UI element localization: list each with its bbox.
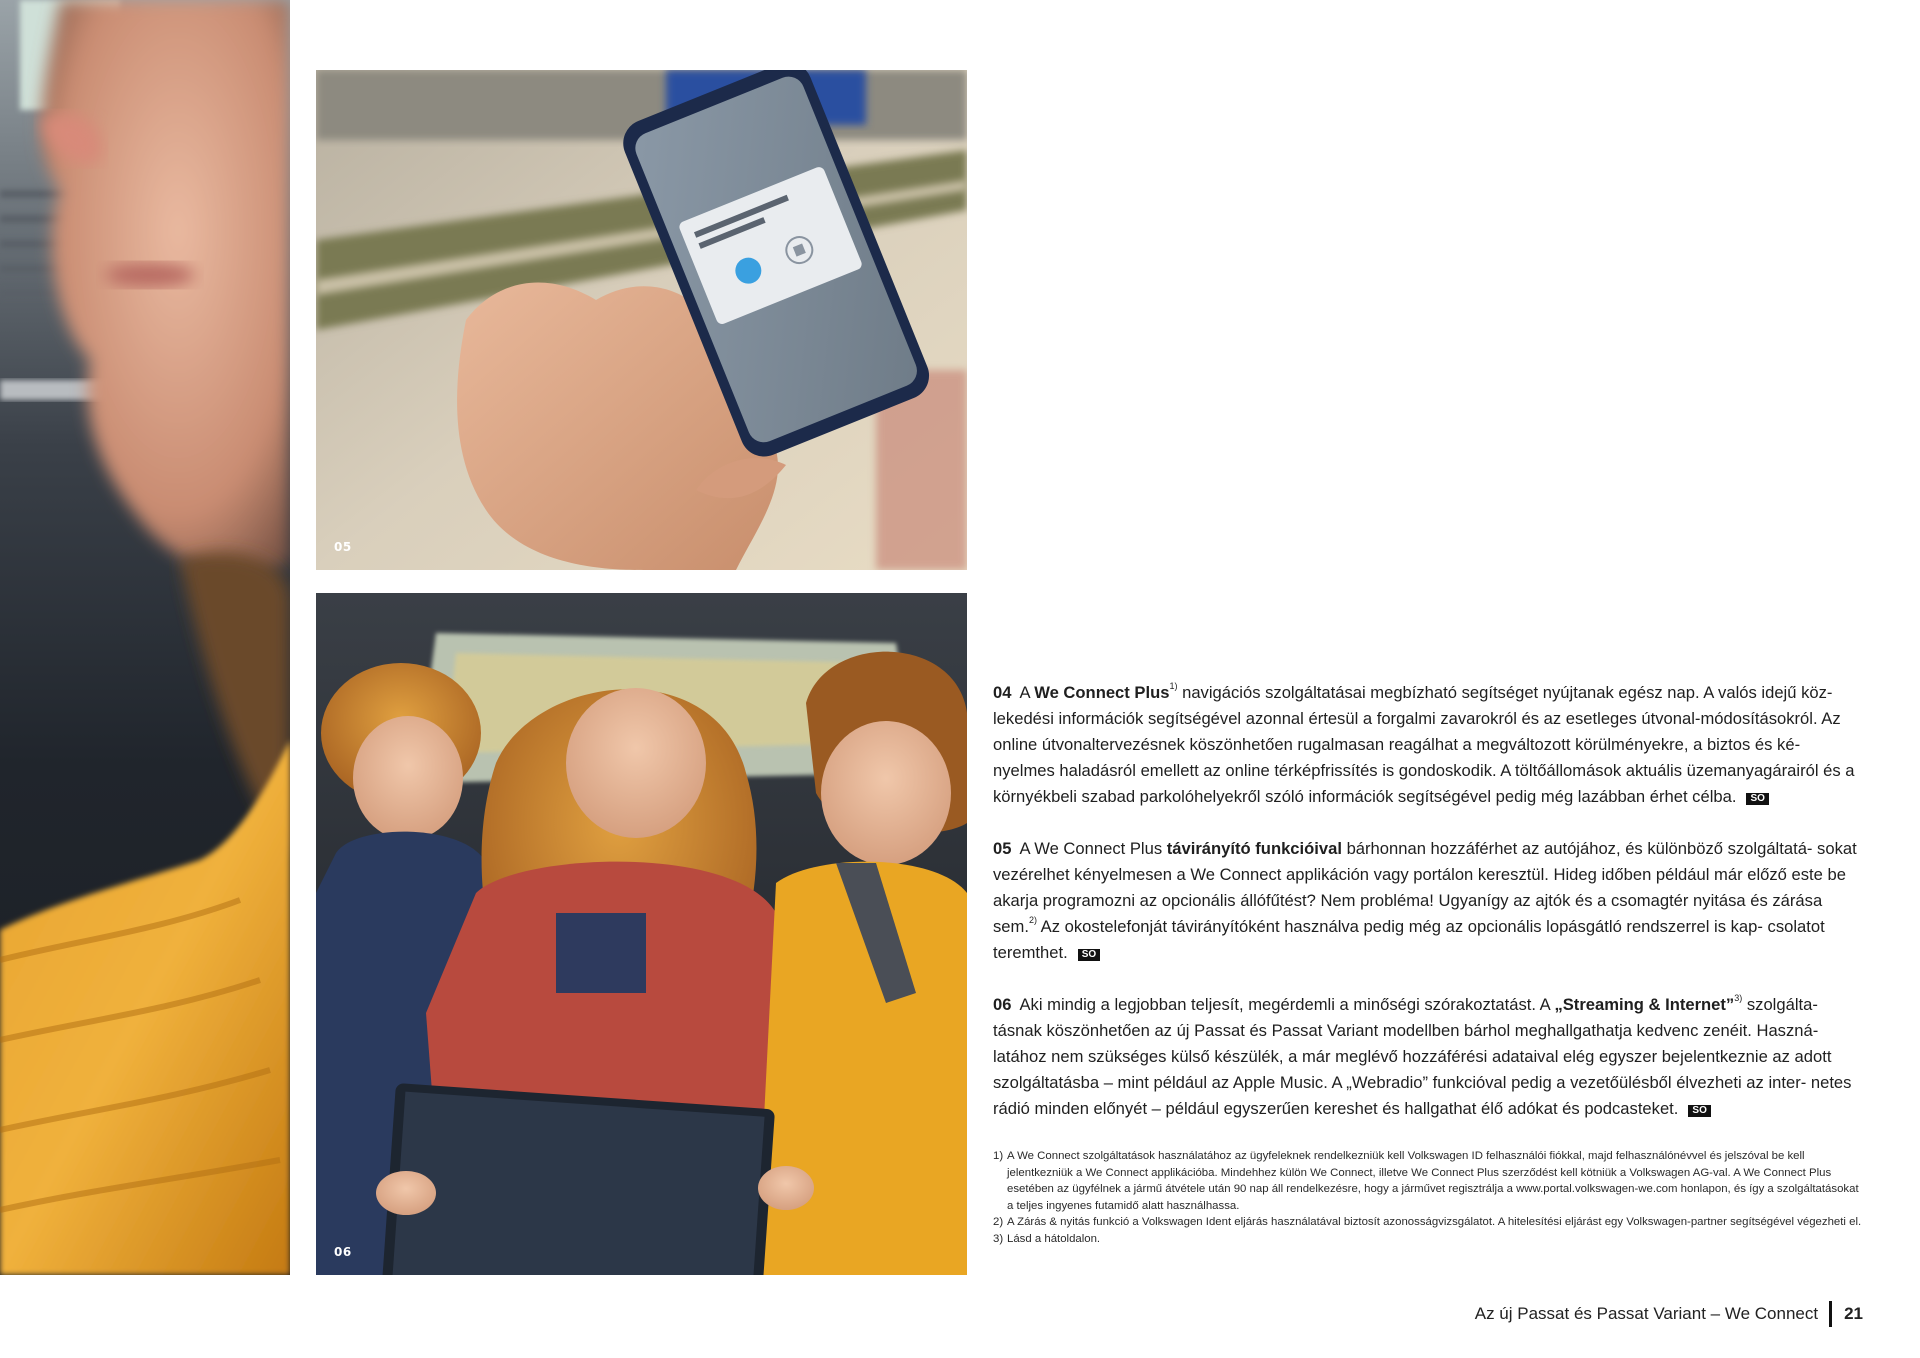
paragraph-number: 04	[993, 683, 1012, 702]
paragraph-text: A We Connect Plus	[1019, 839, 1167, 858]
photo-05-number: 05	[334, 540, 352, 554]
footnote-1	[993, 1148, 1863, 1214]
footnote-number: 1)	[993, 1150, 1004, 1162]
standard-option-badge: SO	[1688, 1105, 1710, 1117]
footnote-3	[993, 1231, 1863, 1248]
page-number: 21	[1844, 1304, 1863, 1323]
standard-option-badge: SO	[1746, 793, 1768, 805]
footnote-ref: 3)	[1734, 993, 1743, 1004]
footnote-ref: 1)	[1169, 681, 1178, 692]
photo-05-smartphone-app	[316, 70, 967, 570]
paragraph-text: bárhonnan hozzáférhet az autójához, és különböző szolgáltatá- sokat vezérelhet kényelmesen a We Connect applikáción vagy portálon keresztül. Hideg időben például már előző este be akarja programozni az opcionális állófűtést? Nem probléma! Ugyanígy az ajtók és a csomagtér nyitása és zárása sem.	[993, 839, 1857, 936]
text-column	[993, 680, 1863, 1247]
footnote-2	[993, 1214, 1863, 1231]
paragraph-text: Az okostelefonját távirányítóként használva pedig még az opcionális lopásgátló rendszerrel is kap- csolatot teremthet.	[993, 917, 1825, 962]
footer-title: Az új Passat és Passat Variant – We Connect	[1474, 1304, 1819, 1323]
page-footer	[1475, 1300, 1863, 1328]
paragraph-04	[993, 680, 1863, 810]
footnote-text: Lásd a hátoldalon.	[1007, 1232, 1101, 1245]
paragraph-05	[993, 836, 1863, 966]
footnote-number: 2)	[993, 1216, 1004, 1228]
footnote-ref: 2)	[1028, 915, 1037, 926]
footnote-text: A We Connect szolgáltatások használatához az ügyfeleknek rendelkezniük kell Volkswagen ID felhasználói fiókkal, majd felhasználónévvel és jelszóval be kell jelentkezniük a We Connect applikációba. Mindehhez külön We Connect, illetve We Connect Plus szerződést kell kötniük a Volkswagen AG-val. A We Connect Plus esetében az ügyfélnek a jármű átvétele után 90 nap áll rendelkezésre, hogy a járművet regisztrálja a www.portal.volkswagen-we.com honlapon, és így a szolgáltatásokat a teljes ingyenes futamidő alatt használhassa.	[1007, 1150, 1859, 1212]
paragraph-text: Aki mindig a legjobban teljesít, megérdemli a minőségi szórakoztatást. A	[1019, 995, 1555, 1014]
footnote-text: A Zárás & nyitás funkció a Volkswagen Ident eljárás használatával biztosít azonosságvizsgálatot. A hitelesítési eljárást egy Volkswagen-partner segítségével végezheti el.	[1007, 1216, 1862, 1228]
photo-06-children-tablet	[316, 593, 967, 1275]
footnote-number: 3)	[993, 1232, 1004, 1245]
paragraph-text: szolgálta- tásnak köszönhetően az új Passat és Passat Variant modellben bárhol meghallgathatja kedvenc zenéit. Haszná- latához nem szükséges külső készülék, a már meglévő hozzáférési adataival elég egyszer bejelentkeznie az adott szolgáltatásba – mint például az Apple Music. A „Webradio” funkcióval pedig a vezetőülésből élvezheti az inter- netes rádió minden előnyét – például egyszerűen kereshet és hallgathat élő adókat és podcasteket.	[993, 995, 1852, 1118]
paragraph-06	[993, 992, 1863, 1122]
paragraph-text: A	[1019, 683, 1035, 702]
paragraph-bold-term: „Streaming & Internet”	[1554, 995, 1735, 1014]
photo-woman-in-car	[0, 0, 290, 1275]
paragraph-number: 05	[993, 839, 1012, 858]
photo-06-number: 06	[334, 1245, 352, 1259]
footnotes	[993, 1148, 1863, 1247]
paragraph-text: navigációs szolgáltatásai megbízható segítséget nyújtanak egész nap. A valós idejű köz- lekedési információk segítségével azonnal értesül a forgalmi zavarokról és az esetleges útvonal-módosításokról. Az online útvonaltervezésnek köszönhetően rugalmasan reagálhat a megváltozott körülményekre, a biztos és ké- nyelmes haladásról emellett az online térképfrissítés is gondoskodik. A töltőállomások aktuális üzemanyagárairól és a környékbeli szabad parkolóhelyekről szóló információk segítségével pedig még lazábban érhet célba.	[993, 683, 1855, 806]
paragraph-number: 06	[993, 995, 1012, 1014]
paragraph-bold-term: We Connect Plus	[1034, 683, 1170, 702]
standard-option-badge: SO	[1078, 949, 1100, 961]
footer-divider	[1829, 1301, 1832, 1327]
paragraph-bold-term: távirányító funkcióival	[1166, 839, 1342, 858]
